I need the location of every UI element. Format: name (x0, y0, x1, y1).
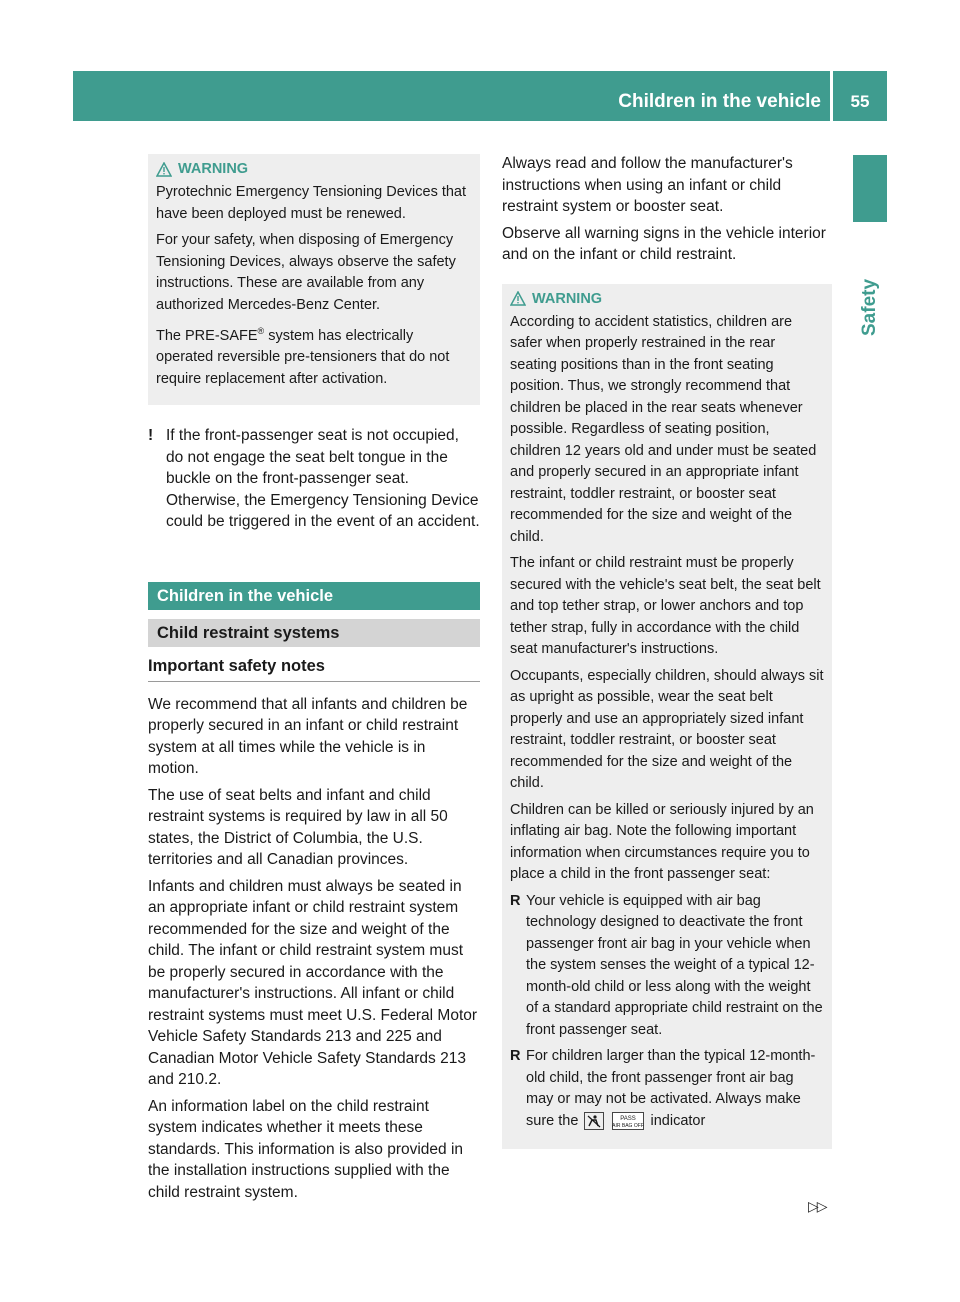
indicator-text-top: PASS (620, 1115, 637, 1122)
bullet-text (526, 1046, 824, 1132)
bullet-item (510, 891, 824, 1042)
warning-title: WARNING (178, 161, 249, 177)
bullet-item (510, 1046, 824, 1132)
warning-paragraph: Pyrotechnic Emergency Tensioning Devices that have been deployed must be renewed. (156, 184, 467, 222)
heading: Important safety notes (148, 647, 480, 682)
section-title: Children in the vehicle (148, 582, 480, 610)
warning-triangle-icon (510, 291, 526, 306)
body-paragraph: Always read and follow the manufacturer's instructions when using an infant or child restraint system or booster seat. (502, 155, 793, 215)
header-bar (73, 71, 887, 121)
side-tab-label: Safety (859, 278, 880, 336)
registered-mark: ® (257, 326, 265, 336)
bullet-text: Your vehicle is equipped with air bag technology designed to deactivate the front passenger front air bag in your vehicle when the system senses the weight of a typical 12-month-old child or less along with the weight of a standard appropriate child restraint on the front passenger seat. (526, 892, 823, 1038)
warning-heading (510, 290, 824, 308)
indicator-text-bottom: AIR BAG OFF (612, 1122, 645, 1129)
side-tab-marker (853, 155, 887, 222)
bullet-mark: R (510, 892, 521, 909)
child-seat-airbag-off-icon (584, 1112, 604, 1130)
note-text: If the front-passenger seat is not occupied, do not engage the seat belt tongue in the buckle on the front-passenger seat. Otherwise, the Emergency Tensioning Device could be triggered in the event of an accident. (166, 427, 480, 531)
warning-triangle-icon (156, 162, 172, 177)
body-paragraph: An information label on the child restraint system indicates whether it meets these standards. This information is also provided in the installation instructions supplied with the child restraint system. (148, 1097, 464, 1201)
warning-paragraph: Children can be killed or seriously injured by an inflating air bag. Note the following important information when circumstances require you to place a child in the front passenger seat: (510, 801, 814, 882)
presafe-text-end: system has electrically operated reversible pre-tensioners that do not require replacement after activation. (156, 327, 450, 387)
warning-paragraph: The infant or child restraint must be properly secured with the vehicle's seat belt, the seat belt and top tether strap, or lower anchors and top tether strap, fully in accordance with the child seat manufacturer's instructions. (510, 555, 821, 657)
bullet-text-start: For children larger than the typical 12-month-old child, the front passenger front air bag may or may not be activated. Always make sure the (526, 1048, 816, 1129)
warning-heading (156, 160, 472, 178)
note-exclamation-icon: ! (148, 427, 154, 445)
presafe-text-start: The PRE-SAFE (156, 327, 258, 344)
warning-paragraph-presafe (156, 321, 472, 390)
pass-airbag-off-indicator-icon (612, 1112, 644, 1130)
property-damage-note (148, 425, 480, 533)
bullet-text-end: indicator (650, 1112, 706, 1129)
page-number: 55 (850, 92, 870, 111)
body-paragraph: The use of seat belts and infant and child restraint systems is required by law in all 50 states, the District of Columbia, the U.S. territories and all Canadian provinces. (148, 786, 448, 869)
bullet-mark: R (510, 1048, 521, 1064)
left-column (148, 154, 480, 1208)
warning-box (148, 154, 480, 405)
warning-paragraph: According to accident statistics, children are safer when properly restrained in the rear seating positions than in the front seating position. Thus, we strongly recommend that children be placed in the rear seats whenever possible. Regardless of seating position, children 12 years old and under must be seated and properly secured in an appropriate infant restraint, toddler restraint, or booster seat recommended for the size and weight of the child. (510, 313, 817, 545)
body-paragraph: Observe all warning signs in the vehicle interior and on the infant or child restraint. (502, 224, 826, 263)
warning-paragraph: Occupants, especially children, should always sit as upright as possible, wear the seat belt properly and use an appropriately sized infant restraint, toddler restraint, or booster seat recommended for the size and weight of the child. (510, 667, 824, 791)
warning-box (502, 284, 832, 1150)
warning-title: WARNING (532, 290, 603, 307)
body-paragraph: Infants and children must always be seated in an appropriate infant or child restraint system recommended for the size and weight of the child. The infant or child restraint system must be properly secured in accordance with the manufacturer's instructions. All infant or child restraint systems must meet U.S. Federal Motor Vehicle Safety Standards 213 and 225 and Canadian Motor Vehicle Safety Standards 213 and 210.2. (148, 877, 478, 1089)
header-title: Children in the vehicle (618, 91, 821, 112)
body-paragraph: We recommend that all infants and children be properly secured in an infant or child restraint system at all times while the vehicle is in motion. (148, 695, 468, 778)
continued-arrow-icon: ▷▷ (808, 1198, 826, 1214)
right-column (502, 153, 832, 1149)
warning-paragraph: For your safety, when disposing of Emergency Tensioning Devices, always observe the safety instructions. These are available from any authorized Mercedes-Benz Center. (156, 232, 456, 313)
subsection-title: Child restraint systems (148, 619, 480, 647)
